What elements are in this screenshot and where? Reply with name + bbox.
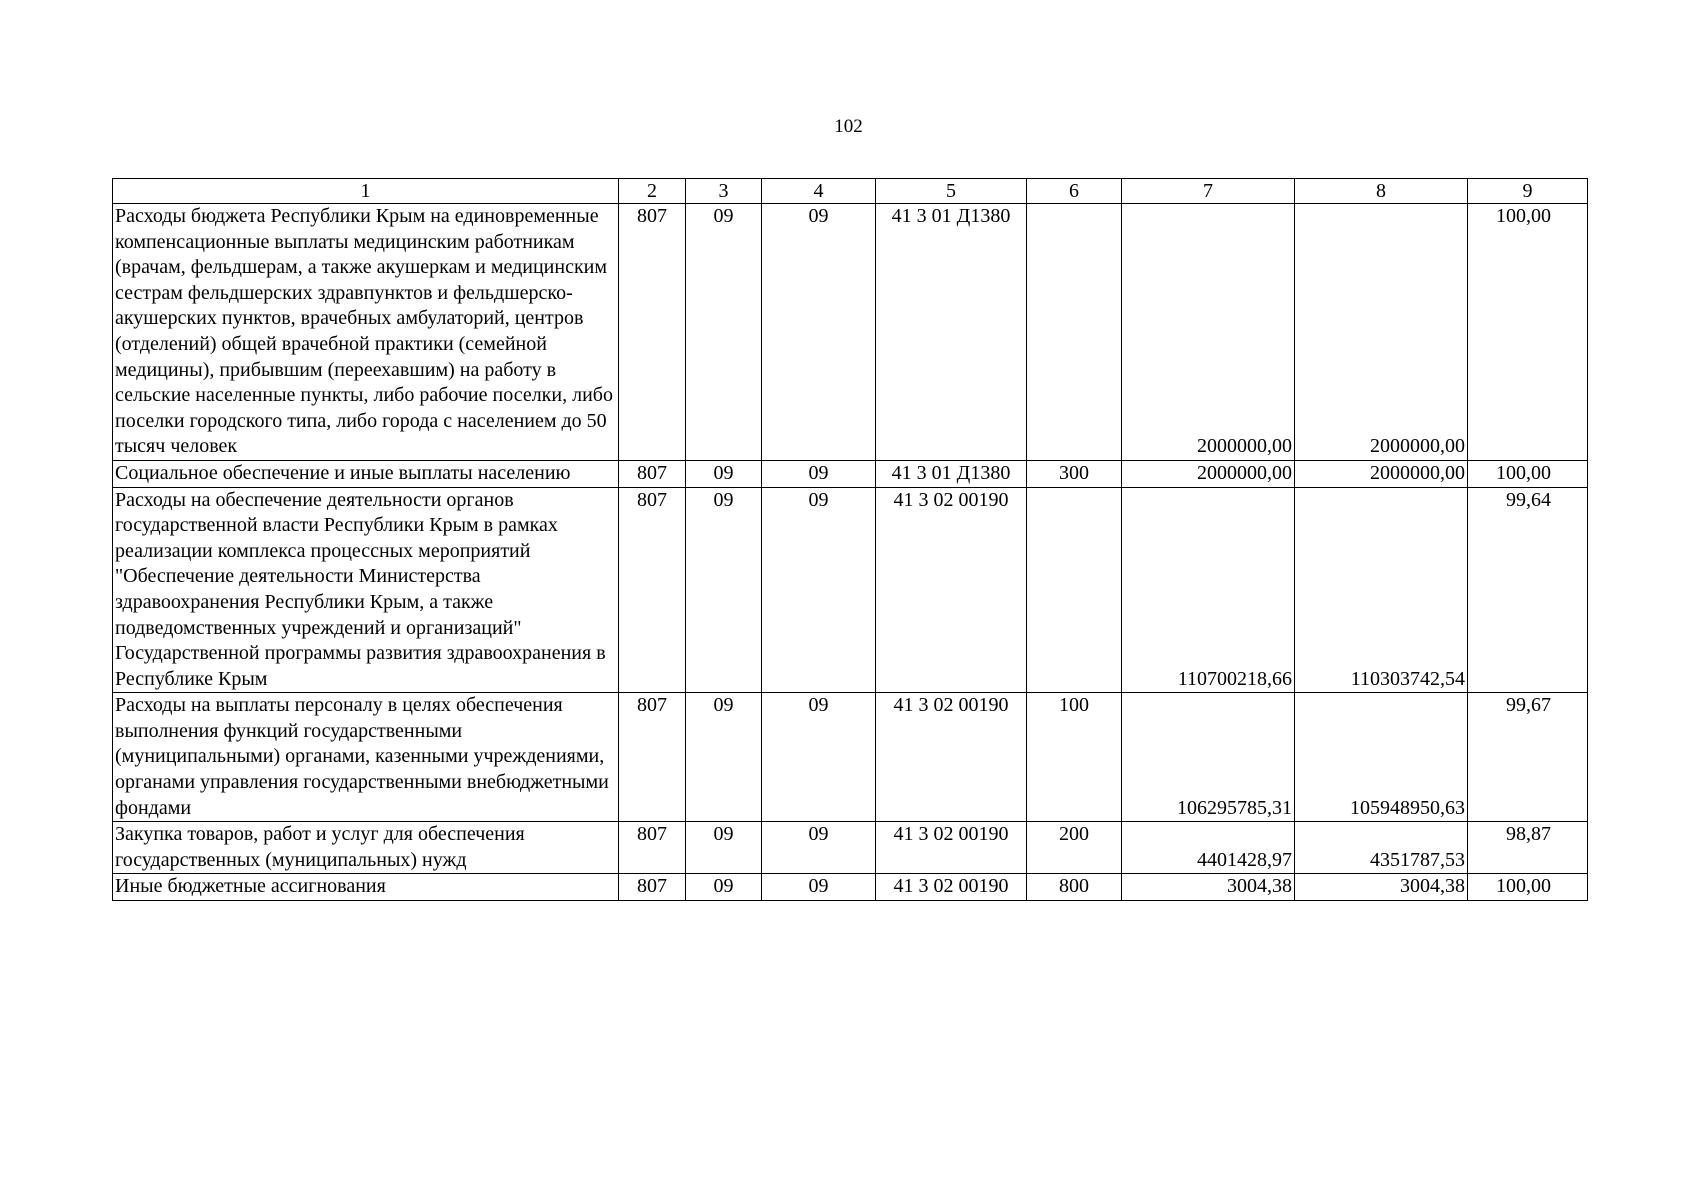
cell-col-8: 2000000,00 — [1295, 204, 1468, 461]
cell-col-6 — [1027, 204, 1122, 461]
cell-col-2: 807 — [619, 204, 686, 461]
cell-col-5: 41 3 02 00190 — [876, 693, 1027, 822]
column-header: 7 — [1122, 179, 1295, 204]
row-description: Закупка товаров, работ и услуг для обеспечения государственных (муниципальных) нужд — [113, 822, 619, 874]
column-header: 3 — [686, 179, 762, 204]
cell-col-2: 807 — [619, 693, 686, 822]
cell-col-2: 807 — [619, 822, 686, 874]
cell-col-8: 2000000,00 — [1295, 460, 1468, 487]
table-row — [113, 460, 1588, 487]
column-header: 2 — [619, 179, 686, 204]
cell-col-5: 41 3 01 Д1380 — [876, 204, 1027, 461]
cell-col-6: 800 — [1027, 874, 1122, 901]
row-description: Иные бюджетные ассигнования — [113, 874, 619, 901]
cell-col-4: 09 — [762, 460, 876, 487]
cell-col-5: 41 3 02 00190 — [876, 822, 1027, 874]
cell-col-8: 4351787,53 — [1295, 822, 1468, 874]
table-row — [113, 487, 1588, 693]
table-row — [113, 693, 1588, 822]
cell-col-8: 3004,38 — [1295, 874, 1468, 901]
cell-col-9: 98,87 — [1468, 822, 1588, 874]
cell-col-6: 200 — [1027, 822, 1122, 874]
page-number: 102 — [834, 116, 863, 137]
budget-table — [112, 178, 1588, 901]
cell-col-3: 09 — [686, 460, 762, 487]
cell-col-2: 807 — [619, 874, 686, 901]
row-description: Социальное обеспечение и иные выплаты населению — [113, 460, 619, 487]
cell-col-7: 2000000,00 — [1122, 460, 1295, 487]
column-header: 6 — [1027, 179, 1122, 204]
cell-col-3: 09 — [686, 874, 762, 901]
cell-col-7: 4401428,97 — [1122, 822, 1295, 874]
cell-col-9: 99,67 — [1468, 693, 1588, 822]
column-header: 4 — [762, 179, 876, 204]
row-description: Расходы бюджета Республики Крым на единовременные компенсационные выплаты медицинским работникам (врачам, фельдшерам, а также акушеркам и медицинским сестрам фельдшерских здравпунктов и фельдшерско-акушерских пунктов, врачебных амбулаторий, центров (отделений) общей врачебной практики (семейной медицины), прибывшим (переехавшим) на работу в сельские населенные пункты, либо рабочие поселки, либо поселки городского типа, либо города с населением до 50 тысяч человек — [113, 204, 619, 461]
cell-col-8: 110303742,54 — [1295, 487, 1468, 693]
cell-col-3: 09 — [686, 204, 762, 461]
column-header: 8 — [1295, 179, 1468, 204]
cell-col-4: 09 — [762, 693, 876, 822]
cell-col-5: 41 3 02 00190 — [876, 487, 1027, 693]
cell-col-9: 100,00 — [1468, 204, 1588, 461]
cell-col-7: 2000000,00 — [1122, 204, 1295, 461]
cell-col-6: 300 — [1027, 460, 1122, 487]
cell-col-8: 105948950,63 — [1295, 693, 1468, 822]
column-header: 1 — [113, 179, 619, 204]
cell-col-3: 09 — [686, 693, 762, 822]
cell-col-4: 09 — [762, 874, 876, 901]
column-number-row — [113, 179, 1588, 204]
cell-col-5: 41 3 02 00190 — [876, 874, 1027, 901]
cell-col-3: 09 — [686, 822, 762, 874]
cell-col-4: 09 — [762, 487, 876, 693]
cell-col-4: 09 — [762, 204, 876, 461]
row-description: Расходы на обеспечение деятельности органов государственной власти Республики Крым в рамках реализации комплекса процессных мероприятий "Обеспечение деятельности Министерства здравоохранения Республики Крым, а также подведомственных учреждений и организаций" Государственной программы развития здравоохранения в Республике Крым — [113, 487, 619, 693]
cell-col-2: 807 — [619, 460, 686, 487]
table-row — [113, 822, 1588, 874]
cell-col-9: 100,00 — [1468, 460, 1588, 487]
table-row — [113, 874, 1588, 901]
cell-col-7: 106295785,31 — [1122, 693, 1295, 822]
cell-col-6: 100 — [1027, 693, 1122, 822]
column-header: 9 — [1468, 179, 1588, 204]
cell-col-9: 99,64 — [1468, 487, 1588, 693]
cell-col-6 — [1027, 487, 1122, 693]
table-row — [113, 204, 1588, 461]
cell-col-2: 807 — [619, 487, 686, 693]
cell-col-7: 110700218,66 — [1122, 487, 1295, 693]
cell-col-7: 3004,38 — [1122, 874, 1295, 901]
cell-col-4: 09 — [762, 822, 876, 874]
row-description: Расходы на выплаты персоналу в целях обеспечения выполнения функций государственными (муниципальными) органами, казенными учреждениями, органами управления государственными внебюджетными фондами — [113, 693, 619, 822]
cell-col-9: 100,00 — [1468, 874, 1588, 901]
cell-col-5: 41 3 01 Д1380 — [876, 460, 1027, 487]
column-header: 5 — [876, 179, 1027, 204]
cell-col-3: 09 — [686, 487, 762, 693]
